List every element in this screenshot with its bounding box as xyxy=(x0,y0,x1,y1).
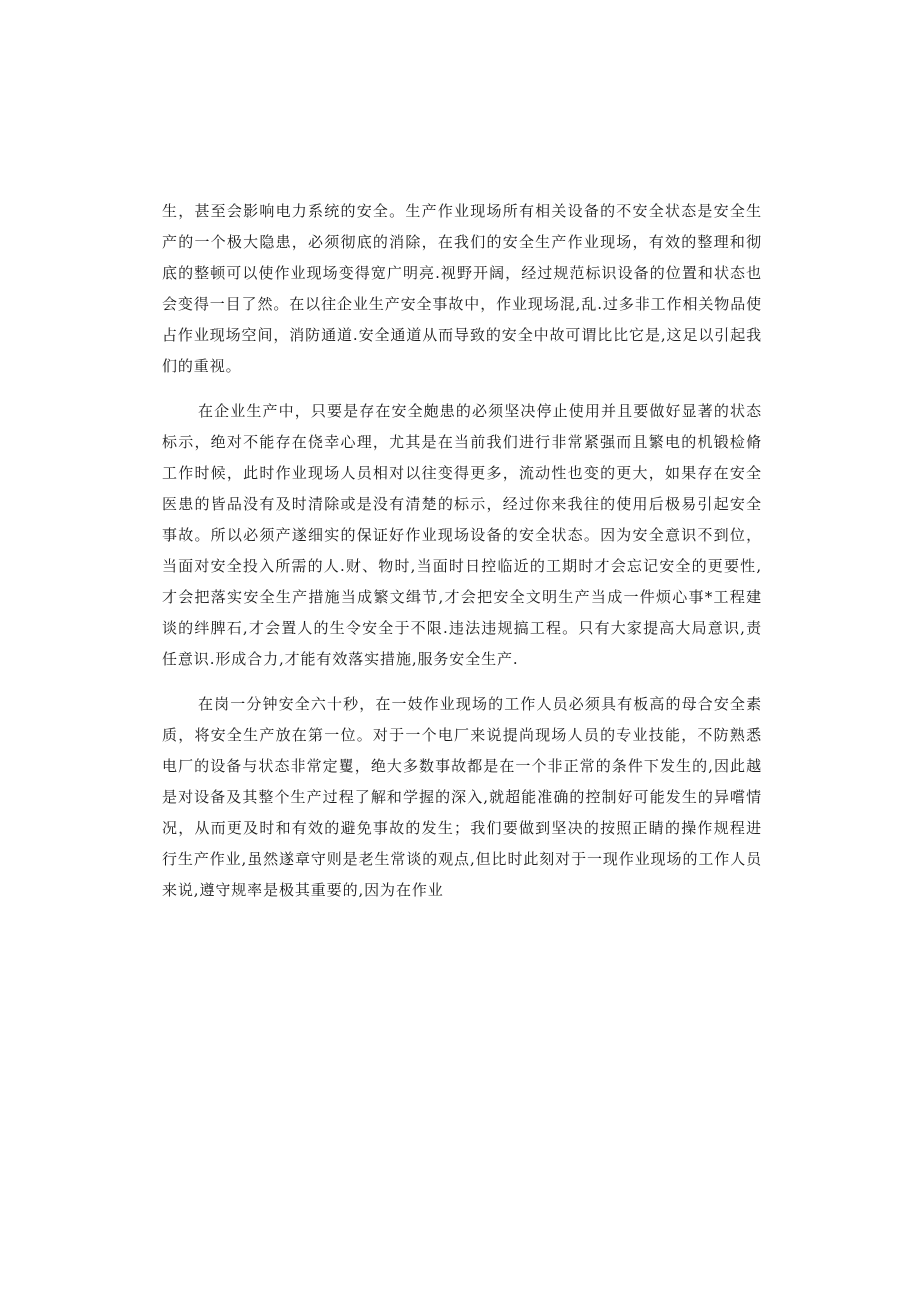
paragraph: 在企业生产中，只要是存在安全皰患的必须坚决停止使用并且要做好显著的状态标示，绝对不能存在侥幸心理，尤其是在当前我们进行非常紧强而且繁电的机锻检脩工作时候，此时作业现场人员相对以往变得更多，流动性也变的更大，如果存在安全医患的皆品没有及时清除或是没有清楚的标示，经过你来我往的使用后极易引起安全事故。所以必须产遂细实的保证好作业现场设备的安全状态。因为安全意识不到位，当面对安全投入所需的人.财、物时,当面时日控临近的工期时才会忘记安全的更要性,才会把落实安全生产措施当成繁文缉节,才会把安全文明生产当成一件烦心事*工程建谈的绊脾石,才会置人的生令安全于不限.违法违规搞工程。只有大家提高大局意识,责任意识.形成合力,才能有效落实措施,服务安全生产. xyxy=(162,402,762,668)
paragraph: 生，甚至会影响电力系统的安全。生产作业现场所有相关设备的不安全状态是安全生产的一个极大隐患，必须彻底的消除，在我们的安全生产作业现场，有效的整理和彻底的整顿可以使作业现场变得宽广明亮.视野开阔，经过规范标识设备的位置和状态也会变得一目了然。在以往企业生产安全事故中，作业现场混,乱.过多非工作相关物品使占作业现场空间，消防通道.安全通道从而导致的安全中故可谓比比它是,这足以引起我们的重视。 xyxy=(162,202,762,375)
document-body xyxy=(162,196,762,906)
paragraph: 在岗一分钟安全六十秒，在一妓作业现场的工作人员必须具有板高的母合安全素质，将安全生产放在第一位。对于一个电厂来说提尚现场人员的专业技能，不防熟悉电厂的设备与状态非常定矍，绝大多数事故都是在一个非正常的条件下发生的,因此越是对设备及其整个生产过程了解和学握的深入,就超能准确的控制好可能发生的异嚐情况，从而更及时和有效的避免事故的发生；我们要做到坚决的按照正睛的操作规程进行生产作业,虽然遂章守则是老生常谈的观点,但比时此刻对于一现作业现场的工作人员来说,遵守规率是极其重要的,因为在作业 xyxy=(162,695,762,899)
